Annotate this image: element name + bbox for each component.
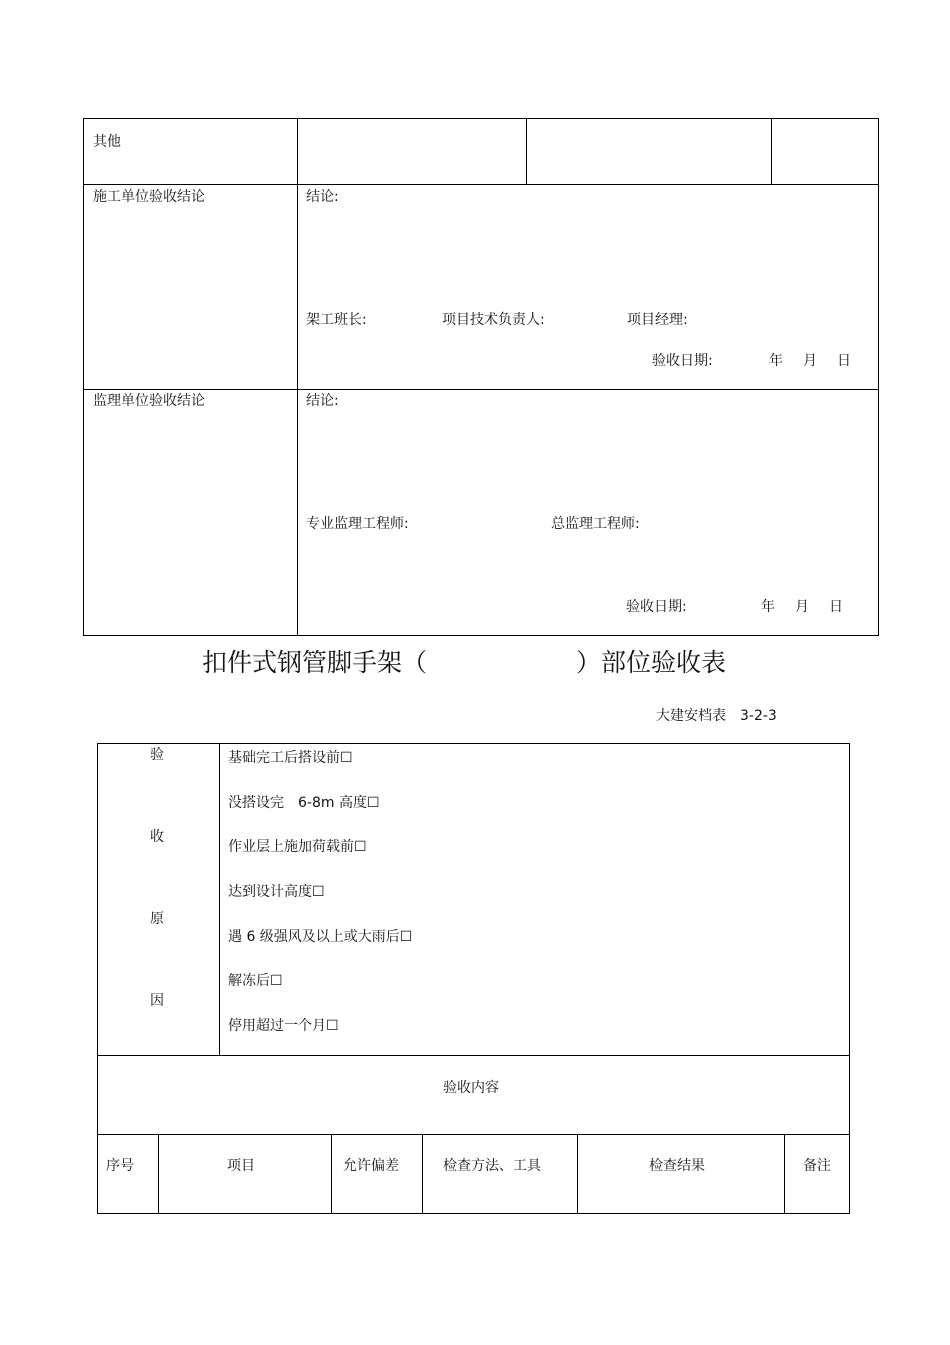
construction-date-day: 日 — [837, 353, 851, 369]
supervision-conclusion-label: 结论: — [306, 393, 339, 409]
reason-option-wind-rain[interactable]: 遇 6 级强风及以上或大雨后☐ — [228, 929, 413, 945]
reason-option-thaw[interactable]: 解冻后☐ — [228, 973, 283, 989]
reason-option-foundation[interactable]: 基础完工后搭设前☐ — [228, 750, 353, 766]
content-header: 验收内容 — [443, 1080, 499, 1096]
column-header-item: 项目 — [227, 1158, 255, 1174]
column-header-method: 检查方法、工具 — [443, 1158, 541, 1174]
engineer-signature-label: 专业监理工程师: — [306, 516, 409, 532]
supervision-date-day: 日 — [829, 599, 843, 615]
column-header-index: 序号 — [106, 1158, 134, 1174]
reason-option-idle-month[interactable]: 停用超过一个月☐ — [228, 1018, 339, 1034]
foreman-signature-label: 架工班长: — [306, 312, 367, 328]
column-header-result: 检查结果 — [649, 1158, 705, 1174]
construction-date-label: 验收日期: — [652, 353, 713, 369]
form-title-left: 扣件式钢管脚手架（ — [202, 648, 428, 677]
reason-option-load[interactable]: 作业层上施加荷载前☐ — [228, 839, 367, 855]
construction-conclusion-label: 结论: — [306, 189, 339, 205]
reason-option-design-height[interactable]: 达到设计高度☐ — [228, 884, 325, 900]
chief-engineer-signature-label: 总监理工程师: — [551, 516, 640, 532]
reason-side-char: 因 — [150, 993, 164, 1009]
supervision-date-month: 月 — [795, 599, 809, 615]
manager-signature-label: 项目经理: — [627, 312, 688, 328]
column-header-remark: 备注 — [803, 1158, 831, 1174]
construction-date-year: 年 — [769, 353, 783, 369]
supervision-date-label: 验收日期: — [626, 599, 687, 615]
construction-date-month: 月 — [803, 353, 817, 369]
reason-side-char: 验 — [150, 747, 164, 763]
tech-lead-signature-label: 项目技术负责人: — [442, 312, 545, 328]
form-code: 大建安档表 3-2-3 — [656, 708, 777, 724]
row-label-supervision: 监理单位验收结论 — [93, 393, 205, 409]
column-header-tolerance: 允许偏差 — [343, 1158, 399, 1174]
reason-option-height[interactable]: 没搭设完 6-8m 高度☐ — [228, 795, 380, 811]
reason-side-char: 原 — [150, 911, 164, 927]
row-label-construction: 施工单位验收结论 — [93, 189, 205, 205]
row-label-other: 其他 — [93, 134, 121, 150]
reason-side-char: 收 — [150, 829, 164, 845]
supervision-date-year: 年 — [761, 599, 775, 615]
form-title-right: ）部位验收表 — [576, 648, 727, 677]
